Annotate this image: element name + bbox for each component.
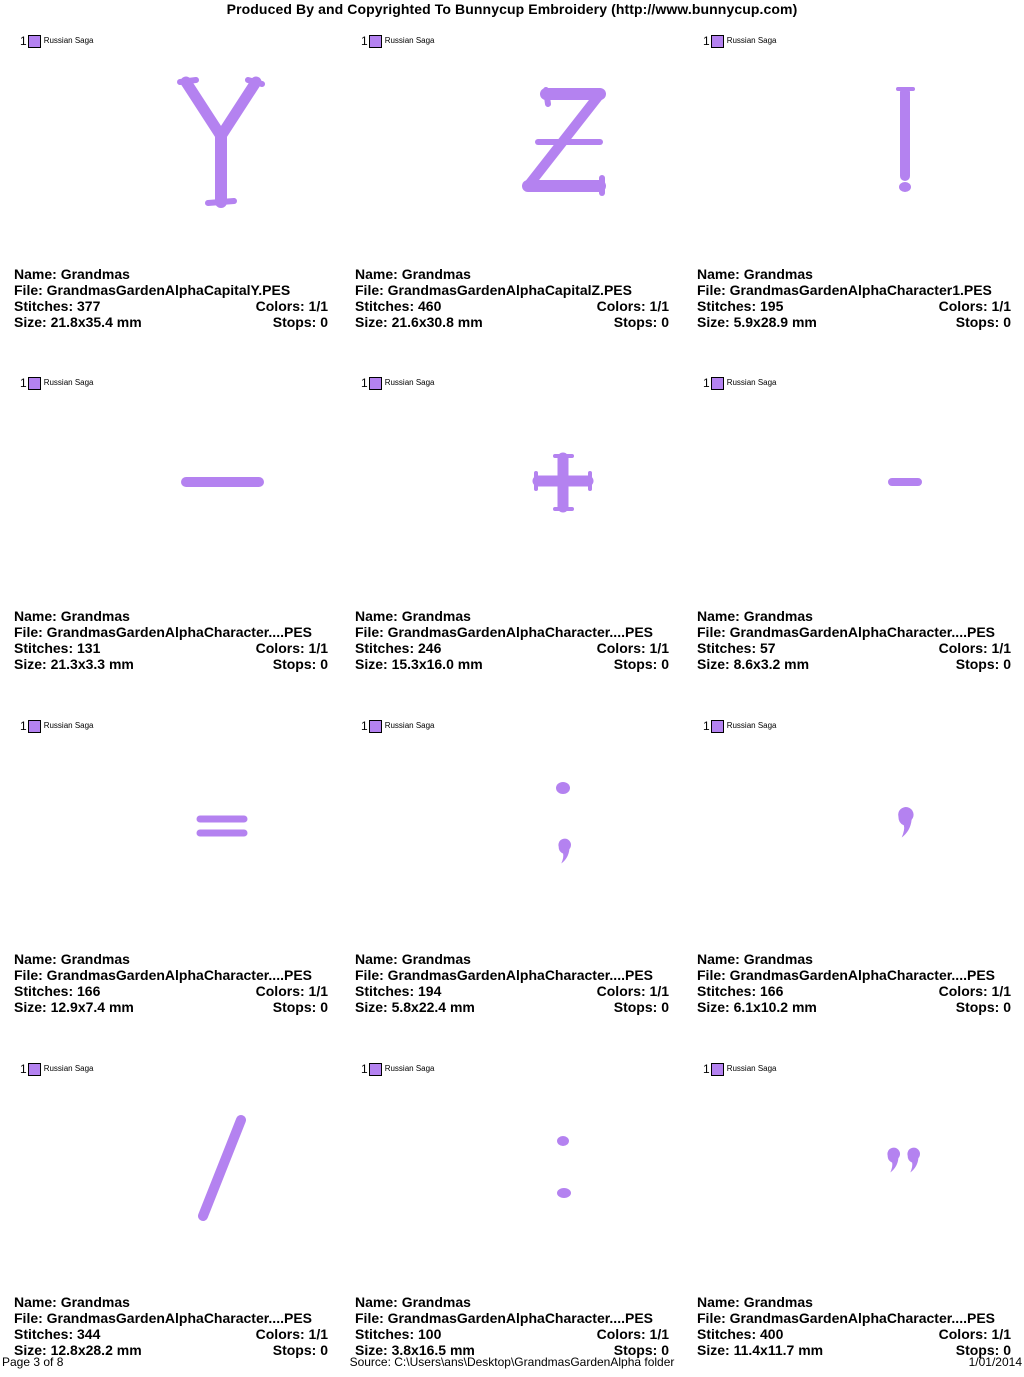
design-file-line: File: GrandmasGardenAlphaCapitalZ.PES [355,282,632,298]
source-path: Source: C:\Users\ans\Desktop\GrandmasGardenAlpha folder [349,1355,675,1369]
thread-number: 1 [703,1062,710,1076]
thread-color-entry [361,1062,435,1076]
embroidery-design-preview [341,1083,682,1283]
thread-color-entry [20,719,94,733]
thread-color-entry [20,376,94,390]
design-info [355,951,669,1015]
design-file-line: File: GrandmasGardenAlphaCharacter....PES [697,1310,995,1326]
embroidery-glyph-quote [683,1083,1024,1283]
embroidery-glyph-equals [0,740,341,940]
design-name-line: Name: Grandmas [355,1294,471,1310]
design-info [14,1294,328,1358]
embroidery-glyph-! [683,55,1024,255]
design-card [0,7,341,349]
embroidery-glyph-plus [341,397,682,597]
design-name-line: Name: Grandmas [697,266,813,282]
thread-color-entry [703,376,777,390]
design-card [683,692,1024,1034]
design-card [0,1035,341,1377]
design-card [341,1035,682,1377]
thread-color-entry [20,34,94,48]
thread-number: 1 [361,1062,368,1076]
embroidery-design-preview [0,1083,341,1283]
design-colors: Colors: 1/1 [938,298,1011,314]
embroidery-glyph-Z [341,55,682,255]
design-colors: Colors: 1/1 [938,983,1011,999]
design-name-line: Name: Grandmas [697,1294,813,1310]
embroidery-design-preview [683,397,1024,597]
design-colors: Colors: 1/1 [596,983,669,999]
design-info [14,951,328,1015]
thread-color-entry [703,719,777,733]
design-name-line: Name: Grandmas [355,951,471,967]
design-size: Size: 12.9x7.4 mm [14,999,134,1015]
design-size: Size: 11.4x11.7 mm [697,1342,824,1358]
design-colors: Colors: 1/1 [255,983,328,999]
thread-color-swatch [369,35,382,48]
embroidery-design-preview [0,397,341,597]
design-stops: Stops: 0 [272,314,328,330]
thread-color-entry [703,1062,777,1076]
design-size: Size: 8.6x3.2 mm [697,656,810,672]
design-size: Size: 3.8x16.5 mm [355,1342,475,1358]
embroidery-design-preview [683,740,1024,940]
design-size: Size: 12.8x28.2 mm [14,1342,142,1358]
design-info [697,266,1011,330]
design-info [355,608,669,672]
design-stitches: Stitches: 57 [697,640,776,656]
design-file-line: File: GrandmasGardenAlphaCharacter....PES [14,624,312,640]
thread-name: Russian Saga [384,36,435,45]
thread-color-swatch [711,720,724,733]
design-colors: Colors: 1/1 [255,1326,328,1342]
design-info [14,608,328,672]
design-name-line: Name: Grandmas [355,266,471,282]
design-info [355,1294,669,1358]
thread-color-entry [20,1062,94,1076]
thread-color-swatch [369,720,382,733]
thread-color-swatch [711,1063,724,1076]
design-colors: Colors: 1/1 [596,1326,669,1342]
embroidery-glyph-Y [0,55,341,255]
design-card [341,7,682,349]
design-card [683,7,1024,349]
design-info [697,608,1011,672]
design-stitches: Stitches: 344 [14,1326,101,1342]
design-file-line: File: GrandmasGardenAlphaCharacter....PES [355,624,653,640]
thread-color-swatch [28,1063,41,1076]
thread-name: Russian Saga [726,36,777,45]
thread-name: Russian Saga [43,721,94,730]
design-stitches: Stitches: 194 [355,983,442,999]
thread-number: 1 [20,34,27,48]
design-info [697,951,1011,1015]
thread-color-swatch [711,35,724,48]
embroidery-glyph-hyphen [683,397,1024,597]
design-name-line: Name: Grandmas [14,951,130,967]
embroidery-design-preview [0,740,341,940]
thread-name: Russian Saga [43,378,94,387]
design-size: Size: 21.3x3.3 mm [14,656,134,672]
thread-color-swatch [369,1063,382,1076]
design-name-line: Name: Grandmas [355,608,471,624]
design-stops: Stops: 0 [955,656,1011,672]
design-stops: Stops: 0 [613,999,669,1015]
design-card [683,1035,1024,1377]
design-stitches: Stitches: 131 [14,640,101,656]
design-size: Size: 15.3x16.0 mm [355,656,483,672]
design-file-line: File: GrandmasGardenAlphaCharacter....PES [14,967,312,983]
design-info [355,266,669,330]
embroidery-design-preview [0,55,341,255]
thread-color-entry [703,34,777,48]
design-size: Size: 5.8x22.4 mm [355,999,475,1015]
design-stitches: Stitches: 460 [355,298,442,314]
embroidery-design-preview [341,740,682,940]
design-name-line: Name: Grandmas [14,266,130,282]
thread-number: 1 [361,376,368,390]
page-header-title: Produced By and Copyrighted To Bunnycup Embroidery (http://www.bunnycup.com) [226,1,798,17]
design-name-line: Name: Grandmas [14,1294,130,1310]
thread-number: 1 [20,376,27,390]
embroidery-design-preview [341,55,682,255]
design-name-line: Name: Grandmas [697,608,813,624]
design-name-line: Name: Grandmas [697,951,813,967]
embroidery-design-preview [683,1083,1024,1283]
design-file-line: File: GrandmasGardenAlphaCharacter....PES [355,967,653,983]
embroidery-glyph-comma [683,740,1024,940]
design-info [14,266,328,330]
design-info [697,1294,1011,1358]
design-stitches: Stitches: 166 [14,983,101,999]
design-stitches: Stitches: 195 [697,298,784,314]
design-stops: Stops: 0 [955,999,1011,1015]
thread-name: Russian Saga [43,1064,94,1073]
design-stops: Stops: 0 [272,656,328,672]
thread-name: Russian Saga [726,721,777,730]
thread-number: 1 [703,34,710,48]
thread-number: 1 [20,719,27,733]
thread-name: Russian Saga [384,1064,435,1073]
thread-number: 1 [361,719,368,733]
design-stitches: Stitches: 166 [697,983,784,999]
thread-color-entry [361,34,435,48]
design-stops: Stops: 0 [955,1342,1011,1358]
design-colors: Colors: 1/1 [938,640,1011,656]
design-card [0,349,341,691]
design-size: Size: 21.8x35.4 mm [14,314,142,330]
thread-name: Russian Saga [726,378,777,387]
thread-number: 1 [20,1062,27,1076]
design-card [341,349,682,691]
design-stops: Stops: 0 [613,314,669,330]
design-stops: Stops: 0 [272,999,328,1015]
page-footer [0,1354,1024,1370]
design-file-line: File: GrandmasGardenAlphaCharacter....PES [697,624,995,640]
design-file-line: File: GrandmasGardenAlphaCharacter....PES [697,967,995,983]
design-size: Size: 21.6x30.8 mm [355,314,483,330]
design-stitches: Stitches: 377 [14,298,101,314]
design-name-line: Name: Grandmas [14,608,130,624]
design-colors: Colors: 1/1 [596,298,669,314]
design-stops: Stops: 0 [955,314,1011,330]
thread-color-entry [361,376,435,390]
thread-name: Russian Saga [726,1064,777,1073]
design-file-line: File: GrandmasGardenAlphaCharacter....PES [14,1310,312,1326]
thread-name: Russian Saga [43,36,94,45]
design-file-line: File: GrandmasGardenAlphaCharacter....PES [355,1310,653,1326]
embroidery-glyph-colon [341,1083,682,1283]
design-card [341,692,682,1034]
design-file-line: File: GrandmasGardenAlphaCharacter1.PES [697,282,992,298]
embroidery-glyph-semicolon [341,740,682,940]
thread-color-swatch [28,377,41,390]
embroidery-design-preview [341,397,682,597]
embroidery-design-preview [683,55,1024,255]
thread-color-swatch [711,377,724,390]
thread-color-entry [361,719,435,733]
thread-color-swatch [369,377,382,390]
thread-number: 1 [703,376,710,390]
design-stops: Stops: 0 [613,1342,669,1358]
page-number: Page 3 of 8 [2,1355,64,1369]
design-stitches: Stitches: 400 [697,1326,784,1342]
design-card [683,349,1024,691]
thread-name: Russian Saga [384,378,435,387]
design-colors: Colors: 1/1 [255,640,328,656]
thread-color-swatch [28,720,41,733]
design-stitches: Stitches: 246 [355,640,442,656]
design-stops: Stops: 0 [272,1342,328,1358]
design-stitches: Stitches: 100 [355,1326,442,1342]
design-stops: Stops: 0 [613,656,669,672]
design-colors: Colors: 1/1 [255,298,328,314]
design-card [0,692,341,1034]
thread-color-swatch [28,35,41,48]
design-size: Size: 5.9x28.9 mm [697,314,817,330]
embroidery-glyph-underscore [0,397,341,597]
design-file-line: File: GrandmasGardenAlphaCapitalY.PES [14,282,291,298]
design-size: Size: 6.1x10.2 mm [697,999,817,1015]
thread-name: Russian Saga [384,721,435,730]
print-date: 1/01/2014 [968,1355,1022,1369]
thread-number: 1 [361,34,368,48]
design-colors: Colors: 1/1 [938,1326,1011,1342]
thread-number: 1 [703,719,710,733]
embroidery-glyph-slash [0,1083,341,1283]
design-colors: Colors: 1/1 [596,640,669,656]
